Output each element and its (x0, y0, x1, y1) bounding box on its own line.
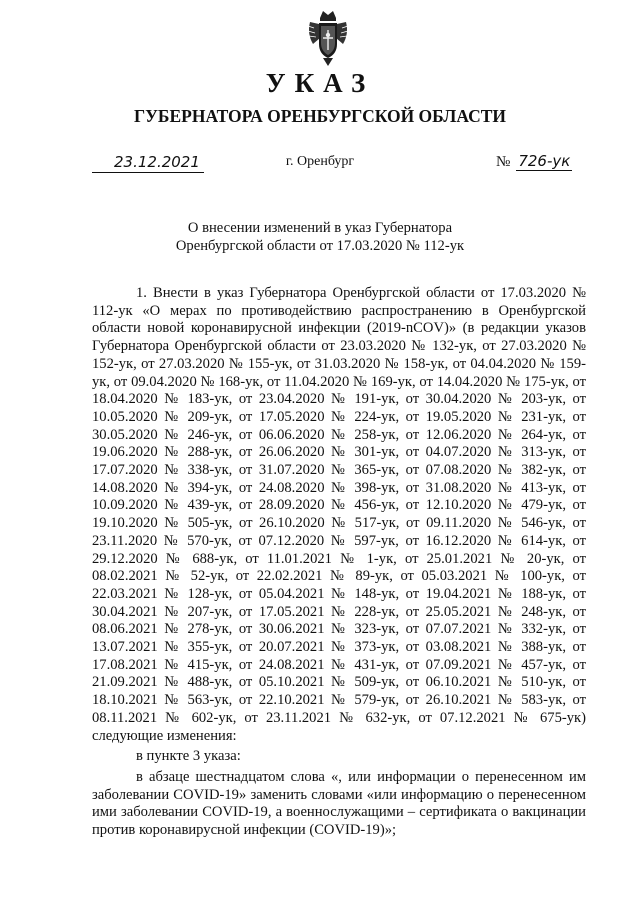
heading-line: О внесении изменений в указ Губернатора (187, 220, 453, 236)
decree-number (496, 150, 572, 173)
decree-heading (0, 219, 640, 255)
body-paragraph: в пункте 3 указа: (136, 748, 241, 765)
heading-line: Оренбургской области от 17.03.2020 № 112-ук (175, 238, 465, 254)
decree-city: г. Оренбург (285, 154, 355, 169)
number-label: № (496, 154, 511, 170)
decree-body (92, 285, 586, 840)
decree-date: 23.12.2021 (92, 152, 204, 173)
body-paragraph: 1. Внести в указ Губернатора Оренбургской области от 17.03.2020 № 112-ук «О мерах по противодействию распространению в Оренбургской области новой коронавирусной инфекции (2019-nCOV)» (в редакции указов Губернатора Оренбургской области от 23.03.2020 № 132-ук, от 27.03.2020 № 152-ук, от 27.03.2020 № 155-ук, от 31.03.2020 № 158-ук, от 04.04.2020 № 159-ук, от 09.04.2020 № 168-ук, от 11.04.2020 № 169-ук, от 14.04.2020 № 175-ук, от 18.04.2020 № 183-ук, от 23.04.2020 № 191-ук, от 30.04.2020 № 203-ук, от 10.05.2020 № 209-ук, от 17.05.2020 № 224-ук, от 19.05.2020 № 231-ук, от 30.05.2020 № 246-ук, от 06.06.2020 № 258-ук, от 12.06.2020 № 264-ук, от 19.06.2020 № 288-ук, от 26.06.2020 № 301-ук, от 04.07.2020 № 313-ук, от 17.07.2020 № 338-ук, от 31.07.2020 № 365-ук, от 07.08.2020 № 382-ук, от 14.08.2020 № 394-ук, от 24.08.2020 № 398-ук, от 31.08.2020 № 413-ук, от 10.09.2020 № 439-ук, от 28.09.2020 № 456-ук, от 12.10.2020 № 479-ук, от 19.10.2020 № 505-ук, от 26.10.2020 № 517-ук, от 09.11.2020 № 546-ук, от 23.11.2020 № 570-ук, от 07.12.2020 № 597-ук, от 16.12.2020 № 614-ук, от 29.12.2020 № 688-ук, от 11.01.2021 № 1-ук, от 25.01.2021 № 20-ук, от 08.02.2021 № 52-ук, от 22.02.2021 № 89-ук, от 05.03.2021 № 100-ук, от 22.03.2021 № 128-ук, от 05.04.2021 № 148-ук, от 19.04.2021 № 188-ук, от 30.04.2021 № 207-ук, от 17.05.2021 № 228-ук, от 25.05.2021 № 248-ук, от 08.06.2021 № 278-ук, от 30.06.2021 № 323-ук, от 07.07.2021 № 332-ук, от 13.07.2021 № 355-ук, от 20.07.2021 № 373-ук, от 03.08.2021 № 388-ук, от 17.08.2021 № 415-ук, от 24.08.2021 № 431-ук, от 07.09.2021 № 457-ук, от 21.09.2021 № 488-ук, от 05.10.2021 № 509-ук, от 06.10.2021 № 510-ук, от 18.10.2021 № 563-ук, от 22.10.2021 № 579-ук, от 26.10.2021 № 583-ук, от 08.11.2021 № 602-ук, от 23.11.2021 № 632-ук, от 07.12.2021 № 675-ук) следующие изменения: (92, 285, 586, 744)
number-value: 726-ук (518, 152, 571, 170)
document-subtitle: ГУБЕРНАТОРА ОРЕНБУРГСКОЙ ОБЛАСТИ (133, 106, 507, 126)
document-title: УКАЗ (265, 68, 375, 98)
body-paragraph: в абзаце шестнадцатом слова «, или информации о перенесенном им заболевании COVID-19» заменить словами «или информацию о перенесенном ими заболевании COVID-19, а военнослужащими – сертификата о вакцинации против коронавирусной инфекции (COVID-19)»; (92, 768, 586, 839)
coat-of-arms-icon (305, 8, 351, 68)
